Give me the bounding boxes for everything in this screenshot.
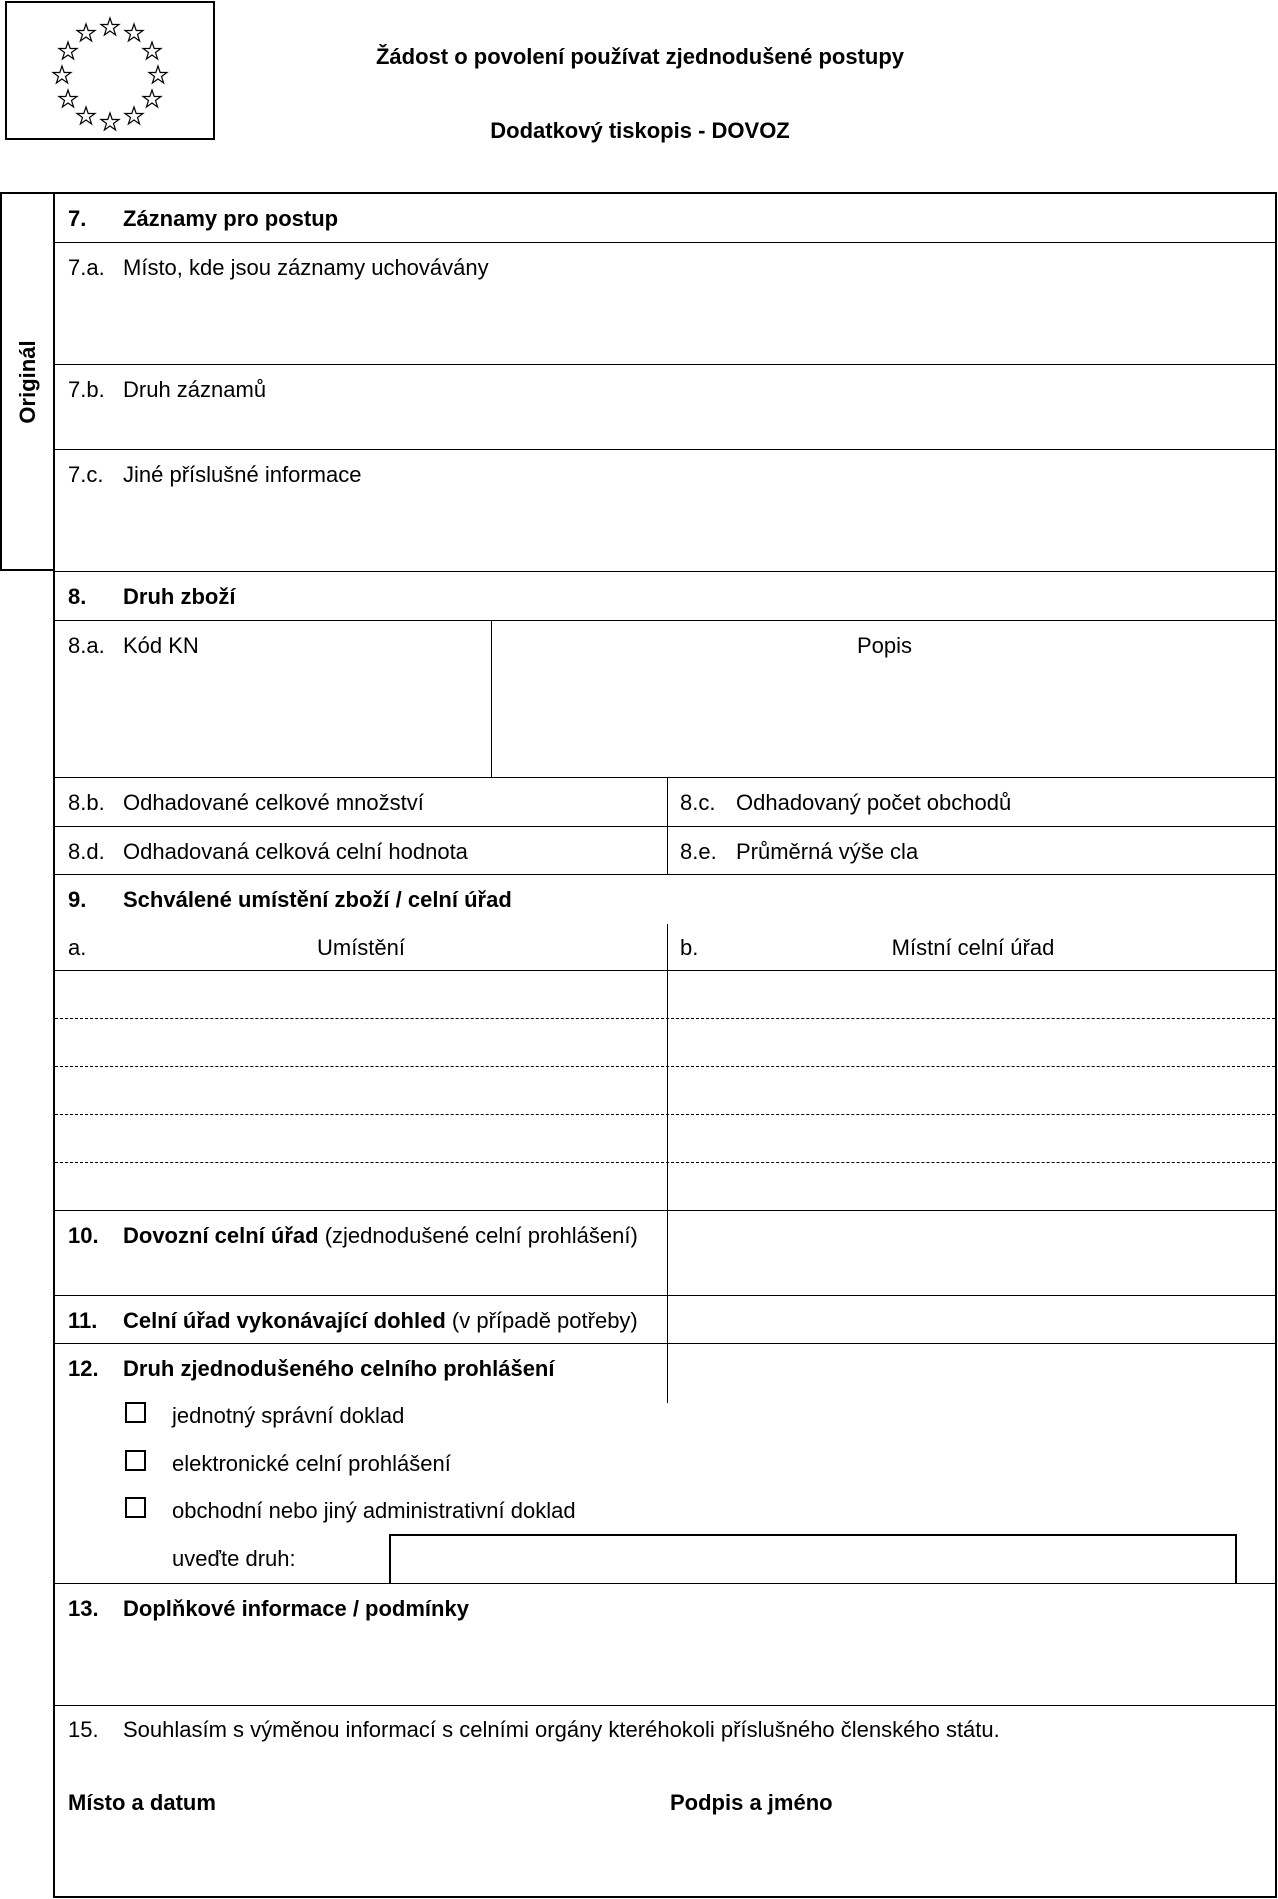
s9-location-row[interactable] [55,1163,667,1210]
s10-note: (zjednodušené celní prohlášení) [324,1223,638,1248]
s10-heading [123,1223,638,1249]
s13-title: Doplňkové informace / podmínky [123,1596,469,1621]
s12-specify-label: uveďte druh: [172,1546,296,1571]
s7c-label: Jiné příslušné informace [123,462,362,487]
s11-num: 11. [68,1308,98,1333]
s9-title: Schválené umístění zboží / celní úřad [123,887,512,912]
s9-office-row[interactable] [668,1019,1275,1066]
checkbox-icon[interactable] [125,1450,146,1471]
s9-office-row[interactable] [668,971,1275,1018]
checkbox-icon[interactable] [125,1402,146,1423]
s7b-label: Druh záznamů [123,377,267,402]
side-tab-label: Originál [15,339,40,424]
original-side-tab [0,192,54,571]
s8a-label: Kód KN [123,633,199,658]
s13-num: 13. [68,1596,99,1621]
s15-text: Souhlasím s výměnou informací s celními orgány kteréhokoli příslušného členského státu. [123,1717,1000,1742]
s7c-num: 7.c. [68,462,104,487]
checkbox-icon[interactable] [125,1497,146,1518]
s9-location-row[interactable] [55,1067,667,1114]
s9-location-row[interactable] [55,1115,667,1162]
s12-option-single-document: jednotný správní doklad [172,1403,405,1428]
s8c-num: 8.c. [680,790,716,815]
s10-title: Dovozní celní úřad [123,1223,319,1248]
s9-office-row[interactable] [668,1115,1275,1162]
s9-location-row[interactable] [55,1019,667,1066]
s8b-label: Odhadované celkové množství [123,790,424,815]
s12-num: 12. [68,1356,99,1381]
s7b-num: 7.b. [68,377,105,402]
s9a-num: a. [68,935,87,960]
s15-num: 15. [68,1717,99,1742]
s11-title: Celní úřad vykonávající dohled [123,1308,446,1333]
s8e-label: Průměrná výše cla [736,839,919,864]
page-title: Žádost o povolení používat zjednodušené postupy [375,44,905,69]
s10-num: 10. [68,1223,99,1248]
s8c-label: Odhadovaný počet obchodů [736,790,1012,815]
s8d-label: Odhadovaná celková celní hodnota [123,839,468,864]
signature-label: Podpis a jméno [670,1790,833,1815]
form-container [53,192,1277,1898]
s12-option-electronic: elektronické celní prohlášení [172,1451,451,1476]
place-date-label: Místo a datum [68,1790,216,1815]
eu-flag-icon [5,1,215,140]
s11-heading [123,1308,638,1334]
s12-option-commercial: obchodní nebo jiný administrativní doklad [172,1498,576,1523]
s12-specify-input[interactable] [389,1534,1237,1584]
s7-num: 7. [68,206,87,231]
s8a-popis-label: Popis [856,633,913,658]
s9b-label: Místní celní úřad [891,935,1055,960]
page-subtitle: Dodatkový tiskopis - DOVOZ [490,118,790,143]
s9-office-row[interactable] [668,1067,1275,1114]
s7a-label: Místo, kde jsou záznamy uchovávány [123,255,489,280]
s7a-num: 7.a. [68,255,105,280]
s12-title: Druh zjednodušeného celního prohlášení [123,1356,555,1381]
s8b-num: 8.b. [68,790,105,815]
s9-office-row[interactable] [668,1163,1275,1210]
s9-location-row[interactable] [55,971,667,1018]
s9-num: 9. [68,887,87,912]
s8d-num: 8.d. [68,839,105,864]
s7-title: Záznamy pro postup [123,206,339,231]
s9b-num: b. [680,935,699,960]
s8-num: 8. [68,584,87,609]
s8e-num: 8.e. [680,839,717,864]
s8-title: Druh zboží [123,584,236,609]
s9a-label: Umístění [316,935,406,960]
s8a-num: 8.a. [68,633,105,658]
field-8a-code[interactable] [55,621,491,777]
s11-note: (v případě potřeby) [451,1308,638,1333]
